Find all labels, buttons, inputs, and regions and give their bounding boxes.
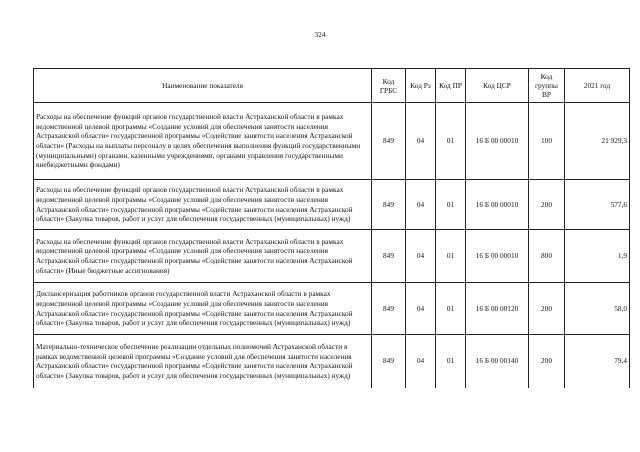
row-name: Расходы на обеспечение функций органов государственной власти Астраханской области в рамках ведомственной целевой программы «Создание условий для обеспечения занятости населения Астраханской области» государственной программы «Содействие занятости населения Астраханской области» (Иные бюджетные ассигнования) [34, 230, 372, 283]
row-rz: 04 [406, 230, 436, 283]
table-row [34, 335, 630, 388]
row-pr: 01 [436, 103, 466, 180]
row-rz: 04 [406, 335, 436, 388]
row-rz: 04 [406, 283, 436, 335]
row-grbs: 849 [372, 230, 406, 283]
row-pr: 01 [436, 180, 466, 230]
row-name: Расходы на обеспечение функций органов государственной власти Астраханской области в рамках ведомственной целевой программы «Создание условий для обеспечения занятости населения Астраханской области» государственной программы «Содействие занятости населения Астраханской области» (Расходы на выплаты персоналу в целях обеспечения выполнения функций государственными (муниципальными) органами, казенными учреждениями, органами управления государственными внебюджетными фондами) [34, 103, 372, 180]
row-amount: 577,6 [565, 180, 630, 230]
row-csr: 16 Б 00 00010 [466, 230, 529, 283]
row-csr: 16 Б 00 00010 [466, 180, 529, 230]
row-vr: 200 [529, 283, 565, 335]
row-amount: 79,4 [565, 335, 630, 388]
row-csr: 16 Б 00 00140 [466, 335, 529, 388]
row-name: Диспансеризация работников органов государственной власти Астраханской области в рамках ведомственной целевой программы «Создание условий для обеспечения занятости населения Астраханской области» государственной программы «Содействие занятости населения Астраханской области» (Закупка товаров, работ и услуг для обеспечения государственных (муниципальных) нужд) [34, 283, 372, 335]
row-vr: 200 [529, 180, 565, 230]
header-name: Наименование показателя [34, 69, 372, 103]
row-grbs: 849 [372, 335, 406, 388]
row-rz: 04 [406, 103, 436, 180]
page-number: 324 [314, 30, 326, 39]
row-rz: 04 [406, 180, 436, 230]
table-row [34, 103, 630, 180]
header-year: 2021 год [565, 69, 630, 103]
table-row [34, 283, 630, 335]
row-grbs: 849 [372, 103, 406, 180]
row-name: Расходы на обеспечение функций органов государственной власти Астраханской области в рамках ведомственной целевой программы «Создание условий для обеспечения занятости населения Астраханской области» государственной программы «Содействие занятости населения Астраханской области» (Закупка товаров, работ и услуг для обеспечения государственных (муниципальных) нужд) [34, 180, 372, 230]
row-csr: 16 Б 00 00010 [466, 103, 529, 180]
row-pr: 01 [436, 335, 466, 388]
row-grbs: 849 [372, 180, 406, 230]
row-vr: 100 [529, 103, 565, 180]
table-header-row [34, 69, 630, 103]
budget-table [33, 68, 630, 388]
row-amount: 21 929,3 [565, 103, 630, 180]
row-vr: 800 [529, 230, 565, 283]
row-vr: 200 [529, 335, 565, 388]
header-pr: Код ПР [436, 69, 466, 103]
row-pr: 01 [436, 283, 466, 335]
row-grbs: 849 [372, 283, 406, 335]
row-name: Материально-техническое обеспечение реализации отдельных полномочий Астраханской области в рамках ведомственной целевой программы «Создание условий для обеспечения занятости населения Астраханской области» государственной программы «Содействие занятости населения Астраханской области» (Закупка товаров, работ и услуг для обеспечения государственных (муниципальных) нужд) [34, 335, 372, 388]
row-amount: 58,0 [565, 283, 630, 335]
header-vr: Код группы ВР [529, 69, 565, 103]
row-pr: 01 [436, 230, 466, 283]
header-csr: Код ЦСР [466, 69, 529, 103]
row-csr: 16 Б 00 00120 [466, 283, 529, 335]
table-row [34, 230, 630, 283]
header-rz: Код Рз [406, 69, 436, 103]
row-amount: 1,9 [565, 230, 630, 283]
header-grbs: Код ГРБС [372, 69, 406, 103]
table-row [34, 180, 630, 230]
